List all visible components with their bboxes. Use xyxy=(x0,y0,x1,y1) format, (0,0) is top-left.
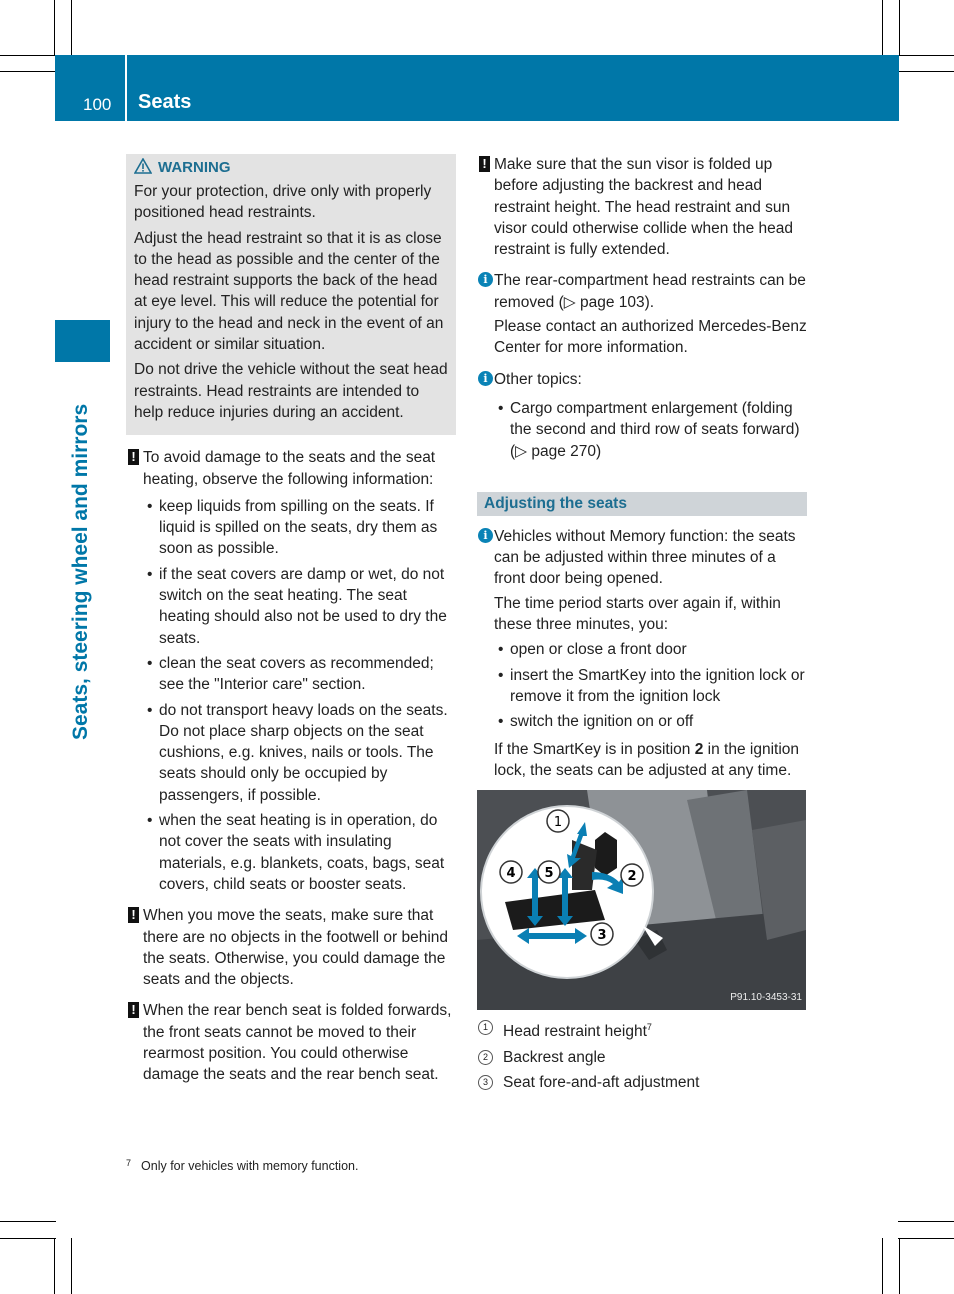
figure-label: 1 xyxy=(553,815,563,831)
section-title: Seats xyxy=(138,91,192,113)
info-icon: i xyxy=(478,528,493,543)
paragraph xyxy=(477,739,807,782)
warning-box xyxy=(126,154,456,435)
crop-mark xyxy=(882,1238,883,1294)
legend-text: Head restraint height xyxy=(503,1023,647,1041)
right-column xyxy=(477,154,807,1097)
topics-list xyxy=(477,398,807,462)
info-note xyxy=(477,369,807,390)
exclamation-icon: ! xyxy=(128,449,139,465)
crop-mark xyxy=(899,1238,900,1294)
warning-paragraph: Adjust the head restraint so that it is as close to the head as possible and the center of the head restraint supports the back of the head at eye level. This will reduce the potential for injury to the head and neck in the event of an accident or similar situation. xyxy=(134,229,444,354)
crop-mark xyxy=(0,1238,56,1239)
legend-item xyxy=(477,1017,807,1042)
crop-mark xyxy=(0,55,56,56)
warning-triangle-icon xyxy=(134,158,152,174)
note-text: Make sure that the sun visor is folded up before adjusting the backrest and head restraint height. The head restraint and sun visor could otherwise collide when the head restraint is fully extended. xyxy=(494,156,793,259)
info-icon: i xyxy=(478,272,493,287)
footnote-mark: 7 xyxy=(126,1158,132,1168)
list-item: • Cargo compartment enlargement (folding the second and third row of seats forward) (▷ page 270) xyxy=(494,398,807,462)
crop-mark xyxy=(54,1238,55,1294)
info-note xyxy=(477,270,807,313)
legend-item xyxy=(477,1072,807,1093)
list-item: • open or close a front door xyxy=(494,639,807,660)
crop-mark xyxy=(898,1238,954,1239)
crop-mark xyxy=(0,1221,56,1222)
subsection-heading: Adjusting the seats xyxy=(477,492,807,516)
seat-controls-figure xyxy=(477,790,806,1010)
warning-title: WARNING xyxy=(158,159,231,176)
left-column xyxy=(126,154,456,1092)
caution-note xyxy=(477,154,807,260)
crop-mark xyxy=(898,71,954,72)
side-tab-marker xyxy=(55,320,110,362)
smartkey-position: 2 xyxy=(694,740,704,758)
caution-note xyxy=(126,1000,456,1085)
info-icon: i xyxy=(478,371,493,386)
figure-legend xyxy=(477,1017,807,1093)
crop-mark xyxy=(54,0,55,56)
exclamation-icon: ! xyxy=(479,156,490,172)
list-item: • switch the ignition on or off xyxy=(494,711,807,732)
footnote-text: Only for vehicles with memory function. xyxy=(141,1159,359,1173)
exclamation-icon: ! xyxy=(128,907,139,923)
note-text: The rear-compartment head restraints can be removed (▷ page 103). xyxy=(494,272,806,311)
list-item: • insert the SmartKey into the ignition lock or remove it from the ignition lock xyxy=(494,665,807,708)
page-number: 100 xyxy=(83,95,112,114)
list-item: • do not transport heavy loads on the seats. Do not place sharp objects on the seat cushions, e.g. knives, nails or tools. The seats should only be occupied by passengers, if possible. xyxy=(143,700,456,806)
warning-paragraph: Do not drive the vehicle without the seat head restraints. Head restraints are intended to help reduce injuries during an accident. xyxy=(134,361,448,421)
list-item: • if the seat covers are damp or wet, do not switch on the seat heating. The seat heating should also not be used to dry the seats. xyxy=(143,564,456,649)
note-text: When you move the seats, make sure that there are no objects in the footwell or behind the seats. Otherwise, you could damage the seats and the objects. xyxy=(143,907,449,989)
figure-label: 2 xyxy=(627,869,637,885)
caution-note xyxy=(126,447,456,490)
note-text: Vehicles without Memory function: the seats can be adjusted within three minutes of a front door being opened. xyxy=(494,527,796,588)
warning-header xyxy=(134,157,448,179)
footnote xyxy=(126,1158,358,1173)
crop-mark xyxy=(0,71,56,72)
conditions-list xyxy=(477,639,807,732)
paragraph: Please contact an authorized Mercedes-Benz Center for more information. xyxy=(494,318,807,357)
paragraph: The time period starts over again if, within these three minutes, you: xyxy=(494,594,781,634)
legend-text: Backrest angle xyxy=(503,1048,606,1066)
crop-mark xyxy=(898,55,954,56)
legend-number: 1 xyxy=(478,1020,493,1035)
crop-mark xyxy=(882,0,883,56)
seat-illustration xyxy=(477,790,806,1010)
caution-note xyxy=(126,905,456,990)
crop-mark xyxy=(899,0,900,56)
smartkey-text: If the SmartKey is in position xyxy=(494,740,695,758)
side-tab-title: Seats, steering wheel and mirrors xyxy=(69,403,92,740)
list-item: • keep liquids from spilling on the seats. If liquid is spilled on the seats, dry them as soon as possible. xyxy=(143,496,456,560)
list-item: • when the seat heating is in operation, do not cover the seats with insulating materials, e.g. blankets, coats, bags, seat covers, child seats or booster seats. xyxy=(143,810,456,895)
page-header xyxy=(55,55,899,121)
list-item: • clean the seat covers as recommended; see the "Interior care" section. xyxy=(143,653,456,696)
figure-label: 3 xyxy=(597,928,607,944)
info-note xyxy=(477,526,807,590)
figure-label: 4 xyxy=(506,866,516,882)
footnote-ref: 7 xyxy=(646,1022,652,1033)
header-divider xyxy=(125,55,127,121)
legend-item xyxy=(477,1047,807,1068)
caution-list xyxy=(126,496,456,895)
legend-text: Seat fore-and-aft adjustment xyxy=(503,1073,700,1091)
figure-code: P91.10-3453-31 xyxy=(730,991,802,1003)
crop-mark xyxy=(71,1238,72,1294)
legend-number: 3 xyxy=(478,1075,493,1090)
exclamation-icon: ! xyxy=(128,1002,139,1018)
note-text: Other topics: xyxy=(494,370,582,388)
figure-label: 5 xyxy=(544,866,554,882)
note-text: To avoid damage to the seats and the seat heating, observe the following information: xyxy=(143,449,436,488)
warning-paragraph: For your protection, drive only with properly positioned head restraints. xyxy=(134,183,432,222)
crop-mark xyxy=(898,1221,954,1222)
smartkey-text: in the ignition lock, the seats can be adjusted at any time. xyxy=(494,740,800,779)
crop-mark xyxy=(71,0,72,56)
legend-number: 2 xyxy=(478,1050,493,1065)
note-text: When the rear bench seat is folded forwards, the front seats cannot be moved to their rearmost position. You could otherwise damage the seats and the rear bench seat. xyxy=(143,1002,452,1084)
